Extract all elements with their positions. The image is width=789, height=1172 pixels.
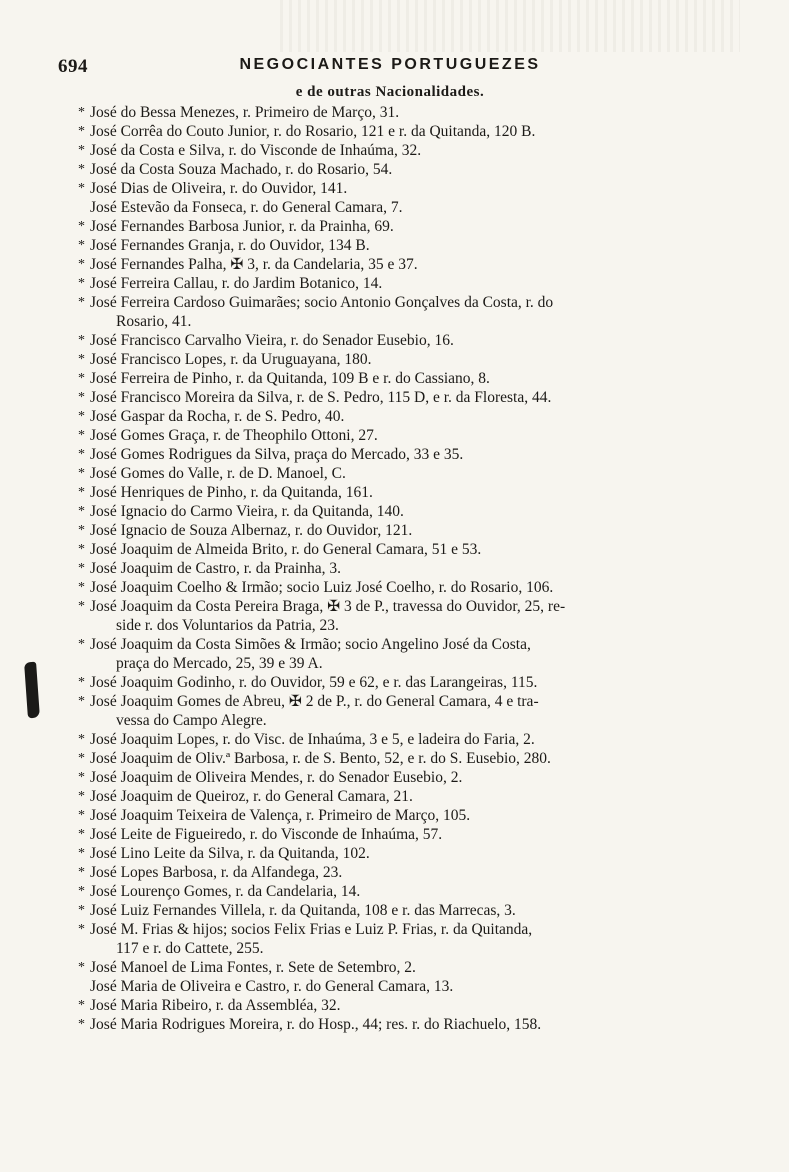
entry-continuation: Rosario, 41.: [116, 313, 192, 330]
entry-asterisk-mark: *: [78, 409, 85, 424]
entry-asterisk-mark: *: [78, 238, 85, 253]
directory-entry: [74, 274, 734, 293]
entry-asterisk-mark: *: [78, 808, 85, 823]
directory-entry: [74, 255, 734, 274]
entry-asterisk-mark: *: [78, 561, 85, 576]
ink-smudge: [24, 662, 40, 719]
page-number: 694: [58, 56, 88, 77]
directory-entry: [74, 958, 734, 977]
entry-text: José Joaquim de Almeida Brito, r. do General Camara, 51 e 53.: [90, 541, 482, 558]
directory-entry: [74, 559, 734, 578]
directory-entry: [74, 673, 734, 692]
entry-text: José Joaquim de Oliveira Mendes, r. do Senador Eusebio, 2.: [90, 769, 463, 786]
entry-asterisk-mark: *: [78, 846, 85, 861]
entry-asterisk-mark: *: [78, 295, 85, 310]
entry-text: José Francisco Carvalho Vieira, r. do Senador Eusebio, 16.: [90, 332, 454, 349]
entry-asterisk-mark: *: [78, 333, 85, 348]
entry-asterisk-mark: *: [78, 789, 85, 804]
entry-continuation: side r. dos Voluntarios da Patria, 23.: [116, 617, 339, 634]
directory-entry: [74, 806, 734, 825]
directory-entry: [74, 236, 734, 255]
entry-text: José da Costa Souza Machado, r. do Rosario, 54.: [90, 161, 393, 178]
running-subtitle: e de outras Nacionalidades.: [295, 84, 485, 100]
entry-text: José Ferreira de Pinho, r. da Quitanda, 109 B e r. do Cassiano, 8.: [90, 370, 490, 387]
entry-asterisk-mark: *: [78, 105, 85, 120]
directory-entry: [74, 483, 734, 502]
entry-text: José Corrêa do Couto Junior, r. do Rosario, 121 e r. da Quitanda, 120 B.: [90, 123, 536, 140]
entry-asterisk-mark: *: [78, 257, 85, 272]
entry-asterisk-mark: *: [78, 599, 85, 614]
entry-text: José Francisco Moreira da Silva, r. de S. Pedro, 115 D, e r. da Floresta, 44.: [90, 389, 552, 406]
entry-text: José Joaquim Gomes de Abreu, ✠ 2 de P., r. do General Camara, 4 e tra-: [90, 693, 539, 710]
entry-text: José do Bessa Menezes, r. Primeiro de Março, 31.: [90, 104, 400, 121]
directory-entry: [74, 198, 734, 217]
entry-text: José Joaquim de Castro, r. da Prainha, 3.: [90, 560, 341, 577]
directory-entry: [74, 882, 734, 901]
directory-entry: [74, 578, 734, 597]
directory-entry: [74, 749, 734, 768]
directory-entry: [74, 787, 734, 806]
entry-text: José da Costa e Silva, r. do Visconde de Inhaúma, 32.: [90, 142, 422, 159]
entry-asterisk-mark: *: [78, 770, 85, 785]
entry-text: José Maria de Oliveira e Castro, r. do General Camara, 13.: [90, 978, 454, 995]
entry-asterisk-mark: *: [78, 922, 85, 937]
entry-text: José Gaspar da Rocha, r. de S. Pedro, 40.: [90, 408, 345, 425]
entry-asterisk-mark: *: [78, 694, 85, 709]
entry-asterisk-mark: *: [78, 371, 85, 386]
entry-text: José Estevão da Fonseca, r. do General Camara, 7.: [90, 199, 403, 216]
entry-text: José Lino Leite da Silva, r. da Quitanda, 102.: [90, 845, 370, 862]
directory-entry: [74, 388, 734, 407]
entry-text: José Ferreira Callau, r. do Jardim Botanico, 14.: [90, 275, 383, 292]
directory-entry: [74, 768, 734, 787]
directory-entry: [74, 464, 734, 483]
directory-entry: [74, 293, 734, 331]
directory-entry: [74, 863, 734, 882]
directory-entry: [74, 502, 734, 521]
entry-asterisk-mark: *: [78, 865, 85, 880]
entry-text: José Maria Ribeiro, r. da Assembléa, 32.: [90, 997, 341, 1014]
entry-asterisk-mark: *: [78, 675, 85, 690]
entry-text: José Ignacio de Souza Albernaz, r. do Ouvidor, 121.: [90, 522, 413, 539]
entry-asterisk-mark: *: [78, 276, 85, 291]
entry-text: José M. Frias & hijos; socios Felix Frias e Luiz P. Frias, r. da Quitanda,: [90, 921, 533, 938]
directory-entry: [74, 825, 734, 844]
entry-text: José Joaquim da Costa Pereira Braga, ✠ 3 de P., travessa do Ouvidor, 25, re-: [90, 598, 566, 615]
entry-text: José Manoel de Lima Fontes, r. Sete de Setembro, 2.: [90, 959, 416, 976]
entry-asterisk-mark: *: [78, 580, 85, 595]
entry-text: José Dias de Oliveira, r. do Ouvidor, 141.: [90, 180, 348, 197]
entry-text: José Ignacio do Carmo Vieira, r. da Quitanda, 140.: [90, 503, 404, 520]
directory-entry: [74, 730, 734, 749]
entry-asterisk-mark: *: [78, 143, 85, 158]
directory-entry: [74, 369, 734, 388]
directory-entry: [74, 350, 734, 369]
directory-entry: [74, 996, 734, 1015]
directory-entry: [74, 844, 734, 863]
entry-text: José Joaquim da Costa Simões & Irmão; socio Angelino José da Costa,: [90, 636, 531, 653]
directory-entry: [74, 445, 734, 464]
entry-text: José Francisco Lopes, r. da Uruguayana, 180.: [90, 351, 372, 368]
entry-asterisk-mark: *: [78, 998, 85, 1013]
directory-entry: [74, 901, 734, 920]
directory-entry: [74, 521, 734, 540]
entry-asterisk-mark: *: [78, 447, 85, 462]
directory-entry: [74, 122, 734, 141]
directory-entry: [74, 179, 734, 198]
entry-asterisk-mark: *: [78, 751, 85, 766]
entry-asterisk-mark: *: [78, 181, 85, 196]
entry-text: José Joaquim Lopes, r. do Visc. de Inhaúma, 3 e 5, e ladeira do Faria, 2.: [90, 731, 535, 748]
bleed-through-texture: [280, 0, 740, 52]
directory-entry: [74, 331, 734, 350]
directory-entry: [74, 407, 734, 426]
entry-text: José Gomes Rodrigues da Silva, praça do Mercado, 33 e 35.: [90, 446, 464, 463]
entry-continuation: 117 e r. do Cattete, 255.: [116, 940, 264, 957]
directory-entry: [74, 103, 734, 122]
entry-asterisk-mark: *: [78, 637, 85, 652]
directory-entry: [74, 426, 734, 445]
entry-text: José Joaquim Godinho, r. do Ouvidor, 59 e 62, e r. das Larangeiras, 115.: [90, 674, 538, 691]
directory-entry: [74, 635, 734, 673]
entry-asterisk-mark: *: [78, 1017, 85, 1032]
entry-continuation: vessa do Campo Alegre.: [116, 712, 267, 729]
entry-text: José Joaquim de Queiroz, r. do General Camara, 21.: [90, 788, 413, 805]
entry-text: José Fernandes Granja, r. do Ouvidor, 134 B.: [90, 237, 370, 254]
directory-entry: [74, 692, 734, 730]
entry-text: José Gomes do Valle, r. de D. Manoel, C.: [90, 465, 346, 482]
entry-asterisk-mark: *: [78, 219, 85, 234]
entry-asterisk-mark: *: [78, 162, 85, 177]
entry-asterisk-mark: *: [78, 504, 85, 519]
directory-entry: [74, 160, 734, 179]
entry-asterisk-mark: *: [78, 428, 85, 443]
entry-text: José Ferreira Cardoso Guimarães; socio Antonio Gonçalves da Costa, r. do: [90, 294, 554, 311]
entry-asterisk-mark: *: [78, 903, 85, 918]
directory-entry: [74, 141, 734, 160]
directory-entry: [74, 920, 734, 958]
entry-continuation: praça do Mercado, 25, 39 e 39 A.: [116, 655, 323, 672]
directory-entry: [74, 540, 734, 559]
entry-asterisk-mark: *: [78, 352, 85, 367]
entry-text: José Maria Rodrigues Moreira, r. do Hosp., 44; res. r. do Riachuelo, 158.: [90, 1016, 542, 1033]
entry-asterisk-mark: *: [78, 827, 85, 842]
directory-entry: [74, 1015, 734, 1034]
directory-entry: [74, 977, 734, 996]
entry-asterisk-mark: *: [78, 542, 85, 557]
entry-text: José Luiz Fernandes Villela, r. da Quitanda, 108 e r. das Marrecas, 3.: [90, 902, 516, 919]
entry-asterisk-mark: *: [78, 960, 85, 975]
entry-text: José Joaquim Coelho & Irmão; socio Luiz José Coelho, r. do Rosario, 106.: [90, 579, 554, 596]
running-title: NEGOCIANTES PORTUGUEZES: [239, 56, 541, 73]
entry-text: José Fernandes Palha, ✠ 3, r. da Candelaria, 35 e 37.: [90, 256, 418, 273]
entry-asterisk-mark: *: [78, 732, 85, 747]
entry-text: José Leite de Figueiredo, r. do Visconde de Inhaúma, 57.: [90, 826, 443, 843]
entry-asterisk-mark: *: [78, 485, 85, 500]
entry-text: José Henriques de Pinho, r. da Quitanda, 161.: [90, 484, 373, 501]
entry-asterisk-mark: *: [78, 884, 85, 899]
entry-text: José Lourenço Gomes, r. da Candelaria, 14.: [90, 883, 361, 900]
entry-text: José Joaquim de Oliv.ª Barbosa, r. de S. Bento, 52, e r. do S. Eusebio, 280.: [90, 750, 551, 767]
directory-entry: [74, 217, 734, 236]
entry-text: José Gomes Graça, r. de Theophilo Ottoni, 27.: [90, 427, 378, 444]
entry-asterisk-mark: *: [78, 523, 85, 538]
entry-text: José Fernandes Barbosa Junior, r. da Prainha, 69.: [90, 218, 394, 235]
entry-asterisk-mark: *: [78, 390, 85, 405]
entry-asterisk-mark: *: [78, 124, 85, 139]
entry-text: José Lopes Barbosa, r. da Alfandega, 23.: [90, 864, 343, 881]
directory-entry: [74, 597, 734, 635]
entry-text: José Joaquim Teixeira de Valença, r. Primeiro de Março, 105.: [90, 807, 471, 824]
entry-list: [74, 103, 734, 1034]
entry-asterisk-mark: *: [78, 466, 85, 481]
